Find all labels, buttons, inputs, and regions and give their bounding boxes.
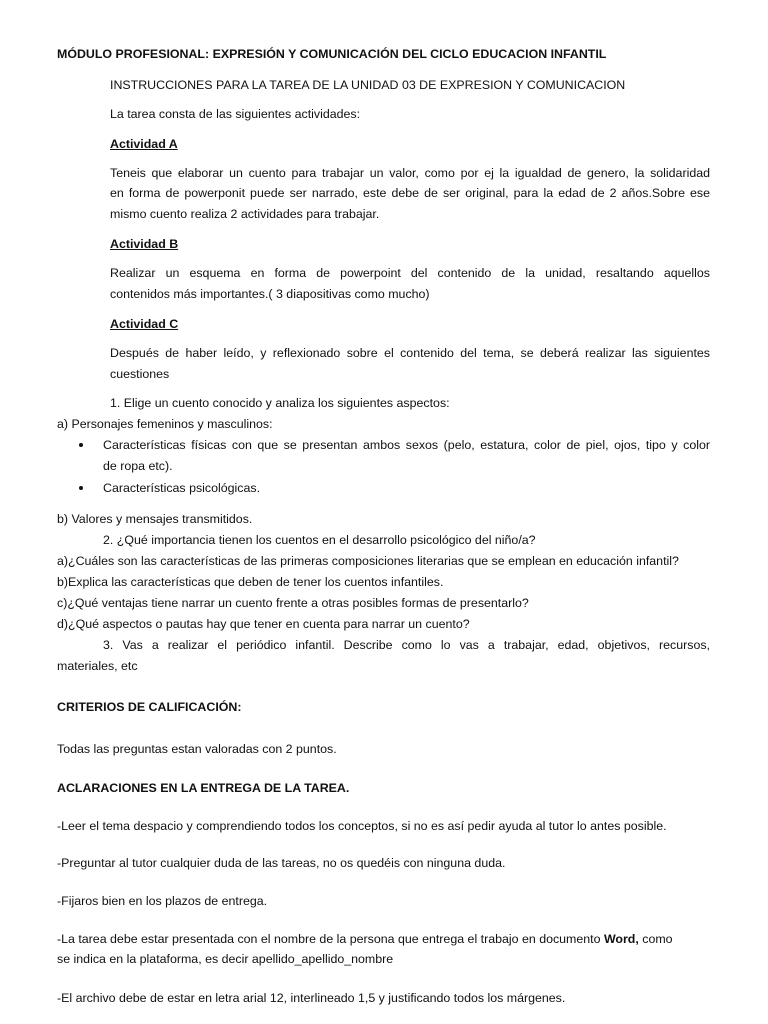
question-2-b: b)Explica las características que deben de tener los cuentos infantiles. (57, 575, 444, 589)
question-1-b: b) Valores y mensajes transmitidos. (57, 512, 253, 526)
question-1: 1. Elige un cuento conocido y analiza los siguientes aspectos: (110, 396, 450, 410)
question-2: 2. ¿Qué importancia tienen los cuentos en el desarrollo psicológico del niño/a? (103, 533, 536, 547)
question-3-line-2: materiales, etc (57, 659, 138, 673)
aclaracion-3: -Fijaros bien en los plazos de entrega. (57, 894, 268, 908)
intro-text: La tarea consta de las siguientes actividades: (110, 107, 361, 121)
question-2-c: c)¿Qué ventajas tiene narrar un cuento frente a otras posibles formas de presentarlo? (57, 596, 529, 610)
module-title: MÓDULO PROFESIONAL: EXPRESIÓN Y COMUNICACIÓN DEL CICLO EDUCACION INFANTIL (57, 47, 607, 61)
aclaraciones-heading: ACLARACIONES EN LA ENTREGA DE LA TAREA. (57, 781, 350, 795)
activity-c-line-1: Después de haber leído, y reflexionado sobre el contenido del tema, se deberá realizar las siguientes (110, 346, 710, 360)
activity-c-line-2: cuestiones (110, 367, 170, 381)
question-3-line-1: 3. Vas a realizar el periódico infantil. Describe como lo vas a trabajar, edad, objetivos, recursos, (103, 638, 710, 652)
bullet-2: Características psicológicas. (103, 481, 261, 495)
aclaracion-2: -Preguntar al tutor cualquier duda de las tareas, no os quedéis con ninguna duda. (57, 856, 506, 870)
bullet-1-line-2: de ropa etc). (103, 459, 173, 473)
criterios-heading: CRITERIOS DE CALIFICACIÓN: (57, 700, 242, 714)
aclaracion-4-tail: como (638, 932, 673, 946)
activity-a-line-2: en forma de powerponit puede ser narrado, este debe de ser original, para la edad de 2 años.Sobre ese (110, 186, 710, 200)
activity-b-title: Actividad B (110, 237, 179, 251)
criterios-text: Todas las preguntas estan valoradas con 2 puntos. (57, 742, 337, 756)
aclaracion-5: -El archivo debe de estar en letra arial 12, interlineado 1,5 y justificando todos los márgenes. (57, 991, 566, 1005)
bullet-icon (79, 486, 83, 490)
activity-a-line-3: mismo cuento realiza 2 actividades para trabajar. (110, 207, 380, 221)
aclaracion-4-text: -La tarea debe estar presentada con el nombre de la persona que entrega el trabajo en documento (57, 932, 604, 946)
activity-a-line-1: Teneis que elaborar un cuento para trabajar un valor, como por ej la igualdad de genero, la solidaridad (110, 166, 710, 180)
activity-b-line-1: Realizar un esquema en forma de powerpoint del contenido de la unidad, resaltando aquellos (110, 266, 710, 280)
activity-b-line-2: contenidos más importantes.( 3 diapositivas como mucho) (110, 287, 430, 301)
bullet-1-line-1: Características físicas con que se presentan ambos sexos (pelo, estatura, color de piel, ojos, tipo y color (103, 438, 710, 452)
aclaracion-1: -Leer el tema despacio y comprendiendo todos los conceptos, si no es así pedir ayuda al tutor lo antes posible. (57, 819, 667, 833)
aclaracion-4-line-1 (57, 931, 673, 947)
aclaracion-4-line-2: se indica en la plataforma, es decir apellido_apellido_nombre (57, 952, 394, 966)
word-emphasis: Word, (603, 932, 639, 946)
instructions-heading: INSTRUCCIONES PARA LA TAREA DE LA UNIDAD 03 DE EXPRESION Y COMUNICACION (110, 78, 626, 92)
activity-a-title: Actividad A (110, 137, 178, 151)
question-2-a: a)¿Cuáles son las características de las primeras composiciones literarias que se emplean en educación infantil? (57, 554, 679, 568)
activity-c-title: Actividad C (110, 317, 179, 331)
question-2-d: d)¿Qué aspectos o pautas hay que tener en cuenta para narrar un cuento? (57, 617, 470, 631)
bullet-icon (79, 443, 83, 447)
question-1-a: a) Personajes femeninos y masculinos: (57, 417, 273, 431)
